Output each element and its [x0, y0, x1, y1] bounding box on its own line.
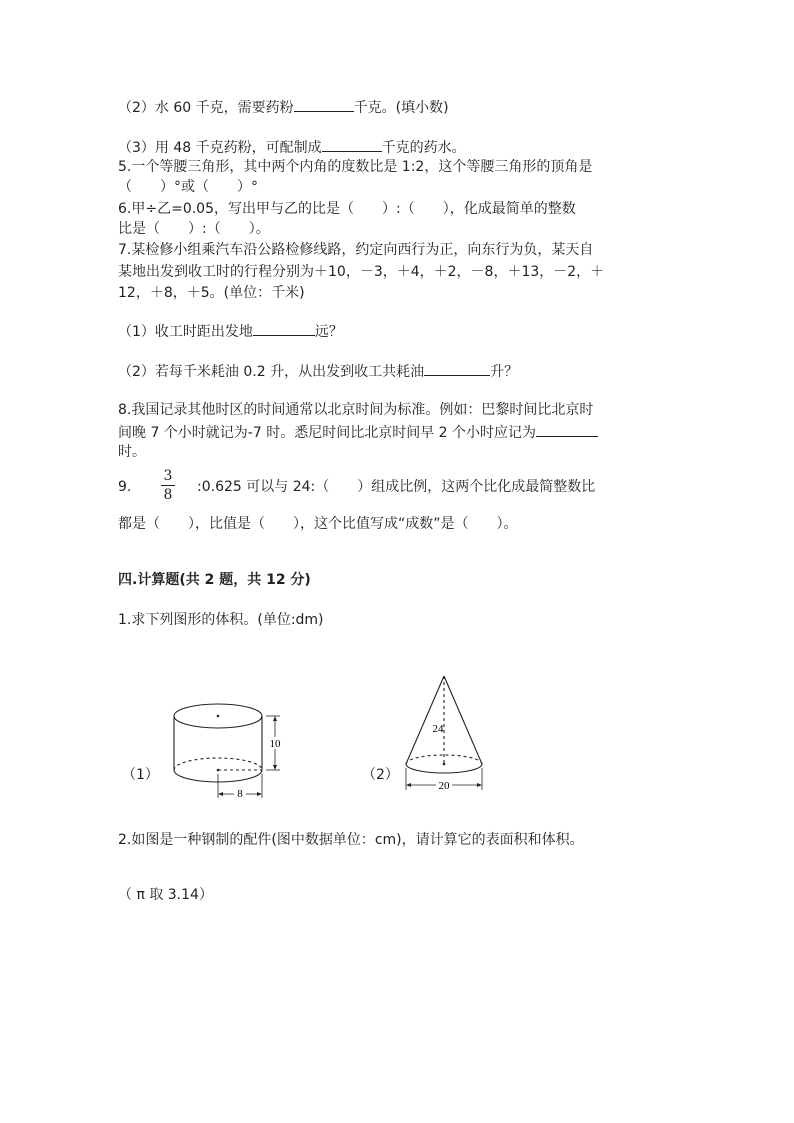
q6-line1: 6.甲÷乙=0.05，写出甲与乙的比是（ ）:（ ），化成最简单的整数: [118, 201, 576, 217]
q4-sub3: （3）用 48 千克药粉，可配制成 千克的药水。: [118, 136, 466, 158]
section4-title: 四.计算题(共 2 题，共 12 分): [118, 572, 311, 588]
q6-line2: 比是（ ）:（ ）。: [118, 221, 270, 237]
c1-text: 1.求下列图形的体积。(单位:dm): [118, 612, 324, 628]
q8-blank[interactable]: [536, 421, 598, 437]
cone-left-slant: [406, 676, 444, 764]
fig2-label: （2）: [362, 767, 399, 783]
q5-line2: （ ）°或（ ）°: [118, 179, 258, 195]
cone-height-label: 24: [432, 723, 444, 735]
q7-line1: 7.某检修小组乘汽车沿公路检修线路，约定向西行为正，向东行为负，某天自: [118, 242, 594, 258]
cone-diameter-label: 20: [438, 780, 450, 792]
q8-line2: 间晚 7 个小时就记为-7 时。悉尼时间比北京时间早 2 个小时应记为: [118, 421, 598, 443]
q7-sub1-blank[interactable]: [253, 320, 315, 336]
cylinder-figure: [168, 694, 288, 802]
q9-number: 9.: [118, 479, 132, 495]
q8-line1: 8.我国记录其他时区的时间通常以北京时间为标准。例如：巴黎时间比北京时: [118, 402, 594, 418]
q4-sub3-blank[interactable]: [322, 136, 382, 152]
q7-line3: 12，＋8，＋5。(单位：千米): [118, 285, 305, 301]
q8-line3: 时。: [118, 444, 146, 460]
q4-sub2-blank[interactable]: [294, 96, 354, 112]
fraction-bar: [161, 485, 175, 486]
c2-line2: （ π 取 3.14）: [118, 887, 213, 903]
q7-line2: 某地出发到收工时的行程分别为＋10，－3，＋4，＋2，－8，＋13，－2，＋: [118, 264, 605, 280]
q9-fraction-denominator: 8: [163, 487, 173, 503]
cylinder-bottom-back: [174, 758, 262, 770]
cone-figure: [400, 672, 492, 794]
cylinder-height-label: 10: [269, 738, 281, 750]
q9-fraction: [158, 468, 178, 503]
q9-fraction-numerator: 3: [163, 468, 173, 484]
q4-sub2: （2）水 60 千克，需要药粉 千克。(填小数): [118, 96, 449, 118]
q7-sub2-blank[interactable]: [424, 360, 490, 376]
c2-line1: 2.如图是一种钢制的配件(图中数据单位：cm)，请计算它的表面积和体积。: [118, 832, 584, 848]
cone-right-slant: [444, 676, 482, 764]
cone-base-front: [406, 764, 482, 773]
q9-line1: :0.625 可以与 24:（ ）组成比例，这两个比化成最简整数比: [197, 479, 596, 495]
q7-sub2: （2）若每千米耗油 0.2 升，从出发到收工共耗油 升？: [118, 360, 518, 382]
q9-line2: 都是（ ），比值是（ ），这个比值写成“成数”是（ ）。: [118, 516, 518, 532]
q5-line1: 5.一个等腰三角形，其中两个内角的度数比是 1:2，这个等腰三角形的顶角是: [118, 159, 593, 175]
cylinder-radius-label: 8: [237, 788, 243, 800]
q7-sub1: （1）收工时距出发地 远？: [118, 320, 343, 342]
fig1-label: （1）: [122, 767, 159, 783]
